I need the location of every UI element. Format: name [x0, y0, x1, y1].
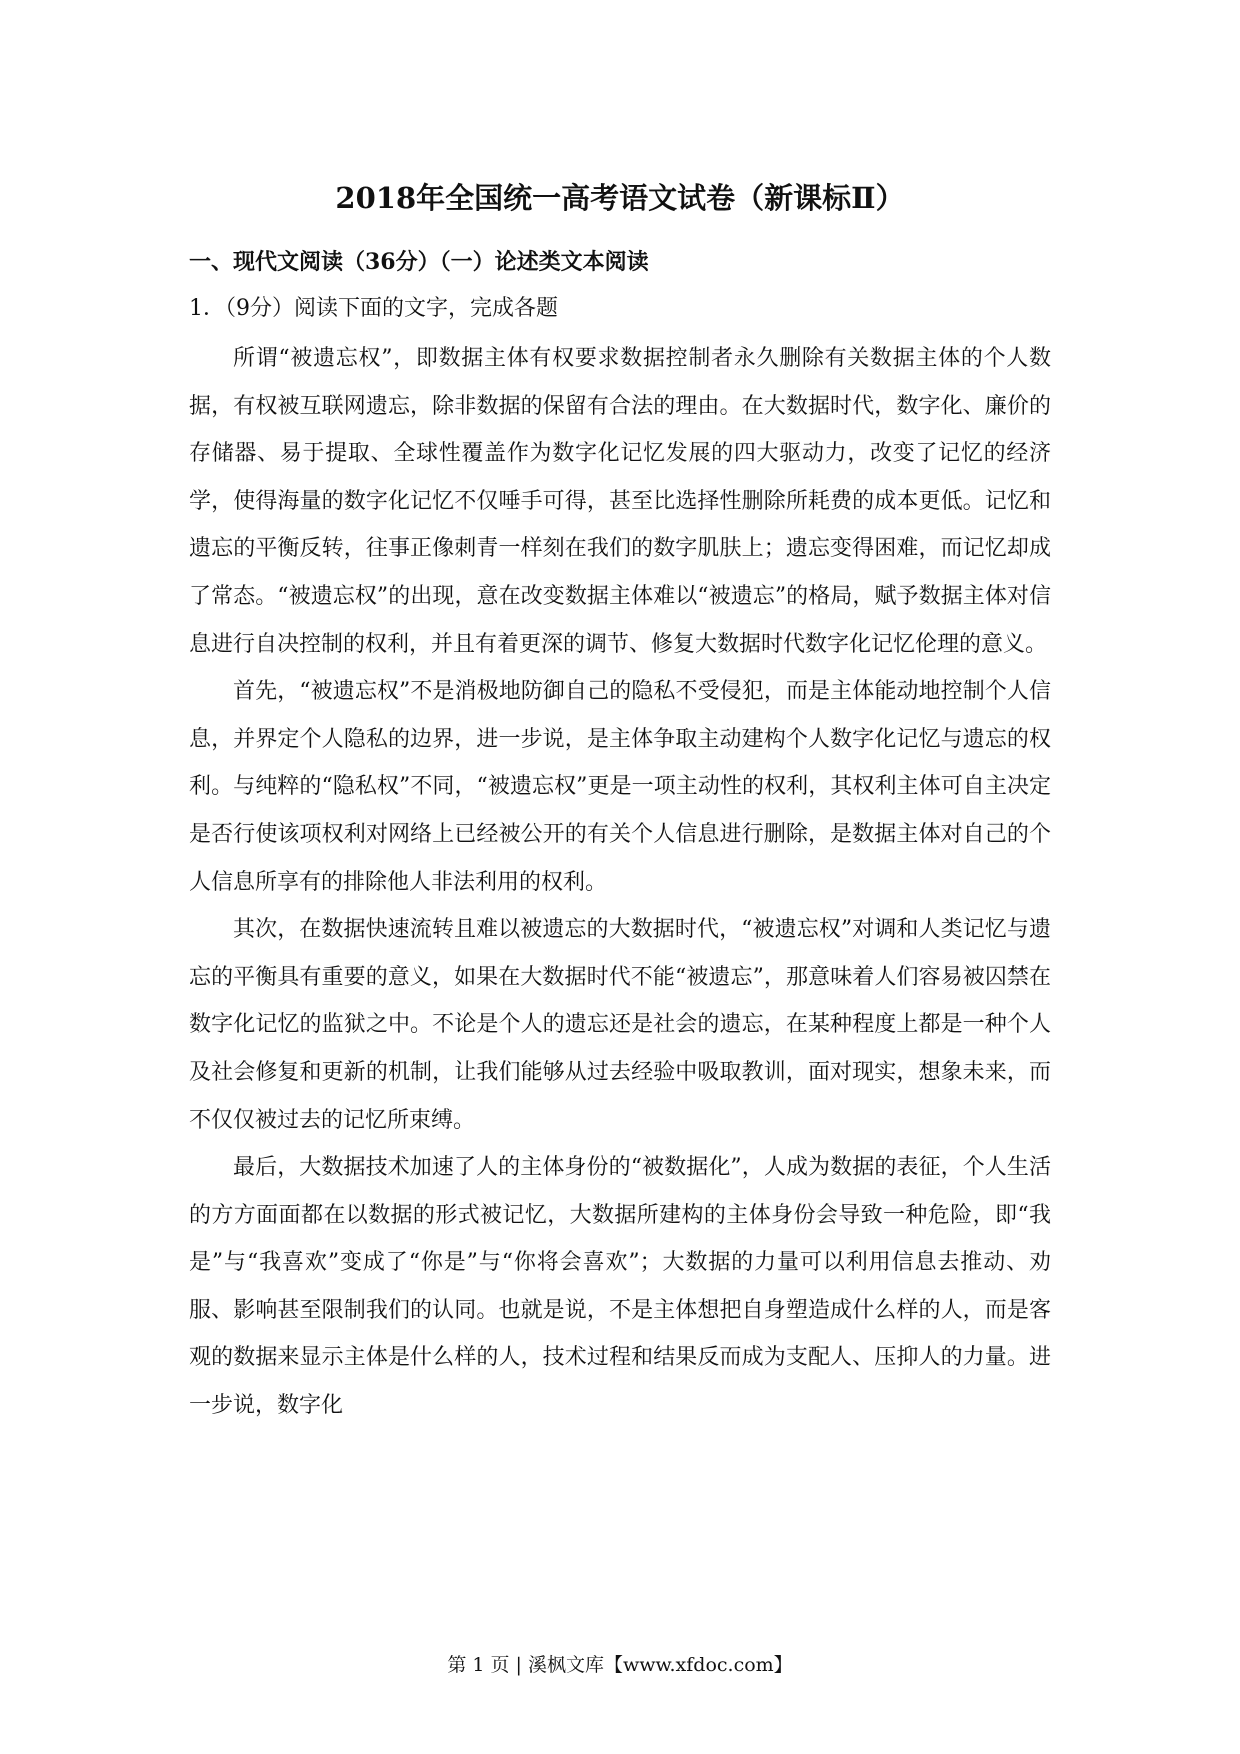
page-footer: 第 1 页 | 溪枫文库【www.xfdoc.com】 — [447, 1654, 793, 1676]
reading-passage — [189, 335, 1051, 1430]
passage-paragraph-3: 其次，在数据快速流转且难以被遗忘的大数据时代，“被遗忘权”对调和人类记忆与遗忘的平衡具有重要的意义，如果在大数据时代不能“被遗忘”，那意味着人们容易被囚禁在数字化记忆的监狱之中。不论是个人的遗忘还是社会的遗忘，在某种程度上都是一种个人及社会修复和更新的机制，让我们能够从过去经验中吸取教训，面对现实，想象未来，而不仅仅被过去的记忆所束缚。 — [189, 917, 1051, 1133]
section-heading: 一、现代文阅读（36分）（一）论述类文本阅读 — [189, 249, 649, 275]
passage-paragraph-1: 所谓“被遗忘权”，即数据主体有权要求数据控制者永久删除有关数据主体的个人数据，有权被互联网遗忘，除非数据的保留有合法的理由。在大数据时代，数字化、廉价的存储器、易于提取、全球性覆盖作为数字化记忆发展的四大驱动力，改变了记忆的经济学，使得海量的数字化记忆不仅唾手可得，甚至比选择性删除所耗费的成本更低。记忆和遗忘的平衡反转，往事正像刺青一样刻在我们的数字肌肤上；遗忘变得困难，而记忆却成了常态。“被遗忘权”的出现，意在改变数据主体难以“被遗忘”的格局，赋予数据主体对信息进行自决控制的权利，并且有着更深的调节、修复大数据时代数字化记忆伦理的意义。 — [189, 346, 1051, 657]
document-title: 2018年全国统一高考语文试卷（新课标Ⅱ） — [335, 181, 905, 215]
question-instruction: 1．（9分）阅读下面的文字，完成各题 — [189, 296, 558, 321]
passage-paragraph-4: 最后，大数据技术加速了人的主体身份的“被数据化”，人成为数据的表征，个人生活的方方面面都在以数据的形式被记忆，大数据所建构的主体身份会导致一种危险，即“我是”与“我喜欢”变成了“你是”与“你将会喜欢”；大数据的力量可以利用信息去推动、劝服、影响甚至限制我们的认同。也就是说，不是主体想把自身塑造成什么样的人，而是客观的数据来显示主体是什么样的人，技术过程和结果反而成为支配人、压抑人的力量。进一步说，数字化 — [189, 1155, 1051, 1419]
passage-paragraph-2: 首先，“被遗忘权”不是消极地防御自己的隐私不受侵犯，而是主体能动地控制个人信息，并界定个人隐私的边界，进一步说，是主体争取主动建构个人数字化记忆与遗忘的权利。与纯粹的“隐私权”不同，“被遗忘权”更是一项主动性的权利，其权利主体可自主决定是否行使该项权利对网络上已经被公开的有关个人信息进行删除，是数据主体对自己的个人信息所享有的排除他人非法利用的权利。 — [189, 679, 1051, 895]
